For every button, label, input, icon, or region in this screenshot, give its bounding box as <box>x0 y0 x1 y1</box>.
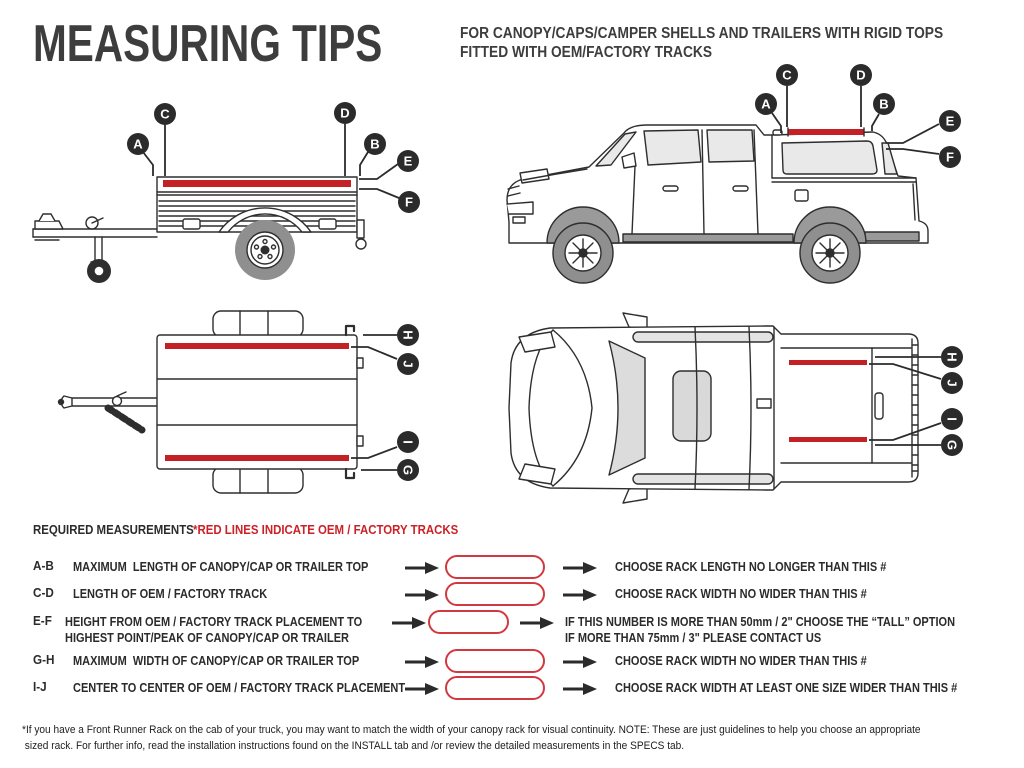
measurement-description: MAXIMUM LENGTH OF CANOPY/CAP OR TRAILER TOP <box>73 560 369 574</box>
red-lines-legend: *RED LINES INDICATE OEM / FACTORY TRACKS <box>193 522 459 537</box>
truck-top-view-diagram <box>495 303 1020 518</box>
callout-e-label: E <box>945 113 955 129</box>
measurement-value-field[interactable] <box>445 582 545 606</box>
measurement-row-cd <box>33 583 1008 606</box>
callout-c-label: C <box>160 106 170 122</box>
right-arrow-icon <box>563 683 597 695</box>
trailer-coupler <box>35 221 63 229</box>
safety-strap <box>108 408 142 430</box>
callout-g-label: G <box>400 464 416 476</box>
required-measurements-heading: REQUIRED MEASUREMENTS <box>33 522 194 537</box>
oem-track-red-line-left <box>165 343 349 349</box>
callout-d-label: D <box>340 105 350 121</box>
callout-j-label: J <box>400 360 416 368</box>
footnote-line1: *If you have a Front Runner Rack on the cab of your truck, you may want to match the width of your canopy rack for visual continuity. NOTE: These are just guidelines to help you choose an appropriate <box>22 724 921 736</box>
truck-body-top <box>509 326 918 490</box>
page-subtitle-line1: FOR CANOPY/CAPS/CAMPER SHELLS AND TRAILERS WITH RIGID TOPS <box>460 25 944 42</box>
measurement-description: LENGTH OF OEM / FACTORY TRACK <box>73 587 268 601</box>
trailer-box-top <box>157 335 357 469</box>
callout-a-label: A <box>761 96 771 112</box>
callout-f-label: F <box>946 149 954 165</box>
measurement-description: MAXIMUM WIDTH OF CANOPY/CAP OR TRAILER TOP <box>73 654 360 668</box>
right-arrow-icon <box>563 562 597 574</box>
callout-h-label: H <box>944 352 960 362</box>
measurement-value-field[interactable] <box>445 555 545 579</box>
fuel-door <box>795 190 808 201</box>
oem-track-red-line <box>163 180 351 187</box>
measurement-row-ab <box>33 556 1008 579</box>
callout-g-label: G <box>944 439 960 451</box>
right-arrow-icon <box>563 589 597 601</box>
measurement-key: C-D <box>33 585 54 600</box>
footnote <box>22 722 999 754</box>
page-title: MEASURING TIPS <box>33 15 383 73</box>
truck-side-view-diagram <box>495 62 1020 300</box>
trailer-tire-top <box>213 311 303 337</box>
measurement-key: I-J <box>33 679 47 694</box>
measurement-key: E-F <box>33 613 52 628</box>
callout-a-label: A <box>133 136 143 152</box>
trailer-top-view-diagram <box>20 302 450 514</box>
right-arrow-icon <box>520 617 554 629</box>
measurement-description: CENTER TO CENTER OF OEM / FACTORY TRACK PLACEMENT <box>73 681 406 695</box>
callout-d-label: D <box>856 67 866 83</box>
measurement-result: CHOOSE RACK WIDTH NO WIDER THAN THIS # <box>615 587 867 601</box>
measurement-value-field[interactable] <box>445 649 545 673</box>
right-arrow-icon <box>405 683 439 695</box>
measurement-row-gh <box>33 650 1008 673</box>
canopy-window <box>782 141 877 174</box>
right-arrow-icon <box>405 589 439 601</box>
callout-e-label: E <box>403 153 413 169</box>
measurement-key: A-B <box>33 558 54 573</box>
right-arrow-icon <box>392 617 426 629</box>
page-subtitle <box>460 24 1022 62</box>
callout-i-label: I <box>944 417 960 421</box>
oem-track-red-line-right <box>789 437 867 442</box>
measurement-description: HEIGHT FROM OEM / FACTORY TRACK PLACEMENT TO HIGHEST POINT/PEAK OF CANOPY/CAP OR TRAILER <box>65 615 363 645</box>
footnote-line2: sized rack. For further info, read the installation instructions found on the INSTALL tab and /or review the detailed measurements in the SPECS tab. <box>22 740 685 752</box>
sunroof <box>673 371 711 441</box>
callout-f-label: F <box>405 194 413 210</box>
right-arrow-icon <box>405 562 439 574</box>
measurement-key: G-H <box>33 652 55 667</box>
oem-track-red-line-left <box>789 360 867 365</box>
measurement-value-field[interactable] <box>428 610 509 634</box>
measurement-result: CHOOSE RACK WIDTH NO WIDER THAN THIS # <box>615 654 867 668</box>
callout-j-label: J <box>944 379 960 387</box>
callout-h-label: H <box>400 330 416 340</box>
right-arrow-icon <box>563 656 597 668</box>
oem-track-red-line-right <box>165 455 349 461</box>
oem-track-red-line <box>788 129 864 135</box>
callout-b-label: B <box>370 136 380 152</box>
measurement-result: CHOOSE RACK LENGTH NO LONGER THAN THIS # <box>615 560 887 574</box>
right-arrow-icon <box>405 656 439 668</box>
trailer-side-view-diagram <box>25 92 445 297</box>
measurement-row-ef <box>33 611 1008 646</box>
callout-i-label: I <box>400 440 416 444</box>
canopy-rear-handle <box>875 393 883 419</box>
trailer-tire-bottom <box>213 467 303 493</box>
measurement-result: IF THIS NUMBER IS MORE THAN 50mm / 2" CHOOSE THE “TALL” OPTION IF MORE THAN 75mm / 3" PLEASE CONTACT US <box>564 615 955 645</box>
measurement-value-field[interactable] <box>445 676 545 700</box>
callout-c-label: C <box>782 67 792 83</box>
callout-b-label: B <box>879 96 889 112</box>
measurement-row-ij <box>33 677 1008 700</box>
page-subtitle-line2: FITTED WITH OEM/FACTORY TRACKS <box>460 44 713 61</box>
measurement-result: CHOOSE RACK WIDTH AT LEAST ONE SIZE WIDER THAN THIS # <box>615 681 958 695</box>
